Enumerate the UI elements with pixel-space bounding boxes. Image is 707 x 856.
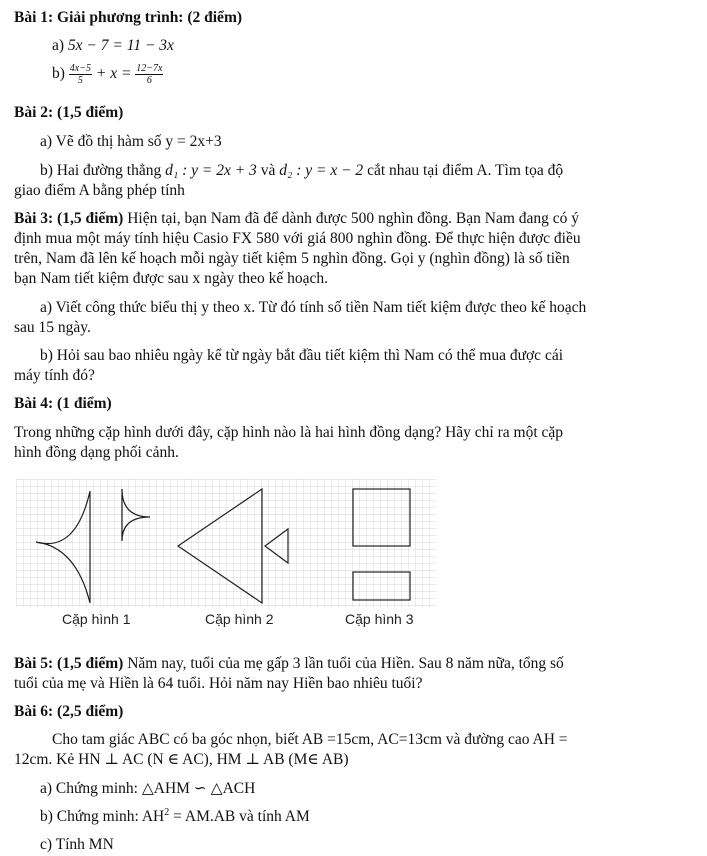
bai4-line1: Trong những cặp hình dưới đây, cặp hình nào là hai hình đồng dạng? Hãy chỉ ra một cặp xyxy=(14,424,564,441)
bai6-title: Bài 6: (2,5 điểm) xyxy=(14,703,124,720)
bai3-b-line1: b) Hỏi sau bao nhiêu ngày kể từ ngày bắt đầu tiết kiệm thì Nam có thể mua được cái xyxy=(40,347,564,364)
bai6-line2: 12cm. Kẻ HN ⊥ AC (N ∈ AC), HM ⊥ AB (M∈ AB) xyxy=(14,751,349,768)
bai5-line2: tuổi của mẹ và Hiền là 64 tuổi. Hỏi năm nay Hiền bao nhiêu tuổi? xyxy=(14,675,423,692)
bai6-a: a) Chứng minh: △AHM ∽ △ACH xyxy=(40,780,256,797)
bai2-b-line2: giao điểm A bằng phép tính xyxy=(14,182,185,199)
bai3-b-line2: máy tính đó? xyxy=(14,367,95,384)
bai2-a: a) Vẽ đồ thị hàm số y = 2x+3 xyxy=(40,133,222,150)
bai6-b: b) Chứng minh: $AH^2 = AM.AB$ và tính AM xyxy=(40,807,310,826)
bai3-line3: trên, Nam đã lên kế hoạch mỗi ngày tiết kiệm 5 nghìn đồng. Gọi y (nghìn đồng) là số tiền xyxy=(14,250,570,267)
bai5-line1: Bài 5: (1,5 điểm) Năm nay, tuổi của mẹ gấp 3 lần tuổi của Hiền. Sau 8 năm nữa, tổng số xyxy=(14,655,564,672)
caption-pair-2: Cặp hình 2 xyxy=(205,611,274,627)
bai4-title: Bài 4: (1 điểm) xyxy=(14,395,112,412)
caption-pair-3: Cặp hình 3 xyxy=(345,611,414,627)
bai3-line4: bạn Nam tiết kiệm được sau x ngày theo kế hoạch. xyxy=(14,270,329,287)
bai4-line2: hình đồng dạng phối cảnh. xyxy=(14,444,179,461)
bai3-line2: định mua một máy tính hiệu Casio FX 580 với giá 800 nghìn đồng. Để thực hiện được điều xyxy=(14,230,581,247)
similar-figures-grid xyxy=(16,479,436,607)
bai6-c: c) Tính MN xyxy=(40,836,114,853)
caption-pair-1: Cặp hình 1 xyxy=(62,611,131,627)
fraction-1: $\frac{4x-5}{5}$ xyxy=(69,63,91,86)
bai1-a: a) 5x − 7 = 11 − 3x xyxy=(52,37,174,54)
bai1-title: Bài 1: Giải phương trình: (2 điểm) xyxy=(14,9,243,26)
bai3-line1: Bài 3: (1,5 điểm) Hiện tại, bạn Nam đã để dành được 500 nghìn đồng. Bạn Nam đang có ý xyxy=(14,210,580,227)
fraction-2: $\frac{12-7x}{6}$ xyxy=(136,63,163,86)
bai3-a-line2: sau 15 ngày. xyxy=(14,319,91,336)
bai6-line1: Cho tam giác ABC có ba góc nhọn, biết AB =15cm, AC=13cm và đường cao AH = xyxy=(52,731,568,748)
bai3-a-line1: a) Viết công thức biểu thị y theo x. Từ đó tính số tiền Nam tiết kiệm được theo kế hoạch xyxy=(40,299,587,316)
bai1-b: b) $\frac{4x-5}{5}$ + x = $\frac{12-7x}{6}$ xyxy=(52,63,163,86)
bai2-b-line1: b) Hai đường thẳng d₁ : y = 2x + 3 và d₂ : y = x − 2 cắt nhau tại điểm A. Tìm tọa độ xyxy=(40,162,564,179)
bai2-title: Bài 2: (1,5 điểm) xyxy=(14,104,124,121)
